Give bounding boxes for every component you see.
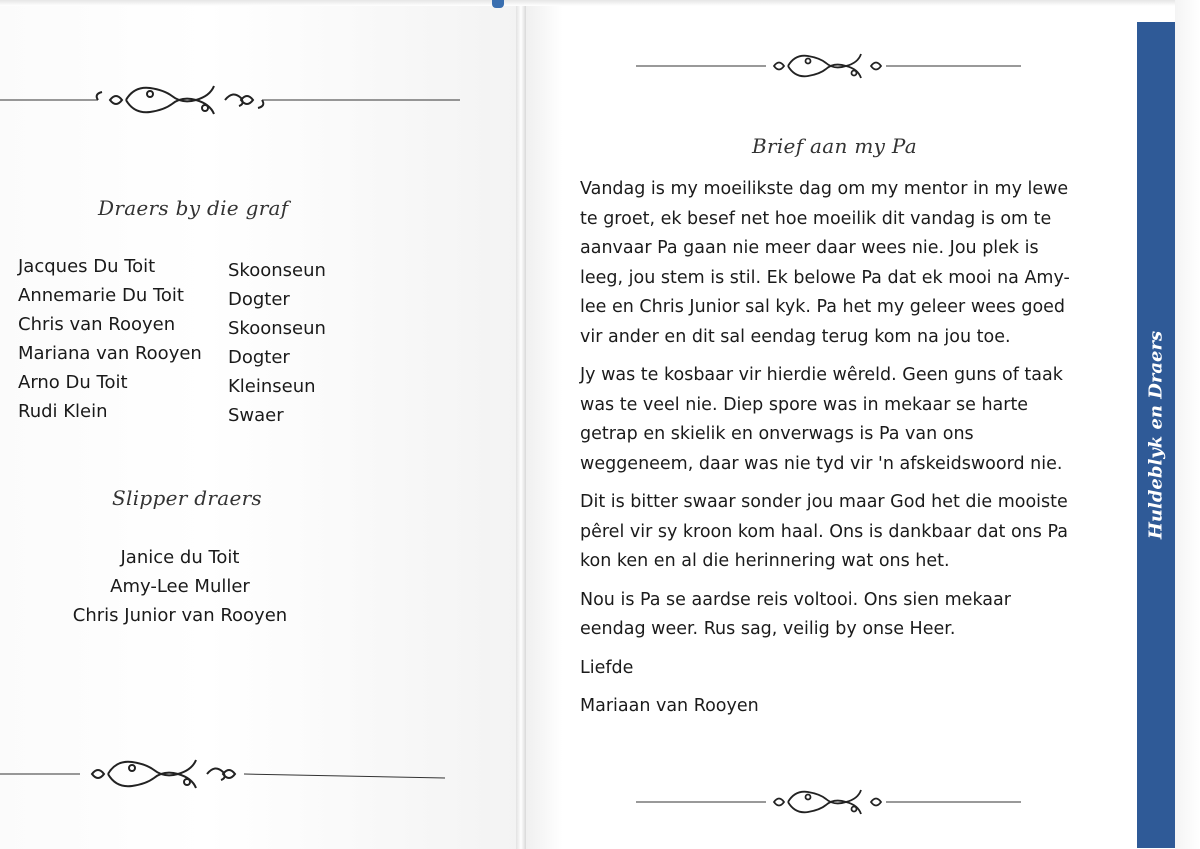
letter-paragraph: Nou is Pa se aardse reis voltooi. Ons sien mekaar eendag weer. Rus sag, veilig by onse Heer. [580,589,1011,639]
bearer-relation: Dogter [228,289,290,310]
bearer-row [18,339,348,368]
bearer-row [18,252,348,281]
bearer-name: Annemarie Du Toit [18,285,184,306]
bearer-name: Mariana van Rooyen [18,343,202,364]
bearer-name: Chris van Rooyen [18,314,176,335]
flourish-divider-bottom-right [636,782,1026,822]
letter-paragraph: Vandag is my moeilikste dag om my mentor in my lewe te groet, ek besef net hoe moeilik dit vandag is om te aanvaar Pa gaan nie meer daar wees nie. Jou plek is leeg, jou stem is stil. Ek belowe Pa dat ek mooi na Amy-lee en Chris Junior sal kyk. Pa het my geleer wees goed vir ander en dit sal eendag terug kom na jou toe. [580,179,1070,347]
slipper-bearer: Janice du Toit [120,547,240,568]
letter-body [580,175,1070,731]
bearer-row [18,397,348,426]
letter-closing: Liefde [580,657,634,678]
bearer-relation: Skoonseun [228,260,326,281]
bearer-name: Rudi Klein [18,401,108,422]
bearer-relation: Dogter [228,347,290,368]
flourish-divider-top-right [636,46,1026,86]
letter-title: Brief aan my Pa [752,134,917,158]
bearer-name: Arno Du Toit [18,372,128,393]
bearer-row [18,368,348,397]
page-top-edge [0,0,1200,6]
page-edge-strip [1175,0,1200,849]
letter-paragraph: Dit is bitter swaar sonder jou maar God het die mooiste pêrel vir sy kroon kom haal. Ons is dankbaar dat ons Pa kon ken en al die herinnering wat ons het. [580,492,1068,571]
letter-paragraph: Jy was te kosbaar vir hierdie wêreld. Geen guns of taak was te veel nie. Diep spore was in mekaar se harte getrap en skielik en onverwags is Pa van ons weggeneem, daar was nie tyd vir 'n afskeidswoord nie. [580,365,1063,474]
bearer-relation: Skoonseun [228,318,326,339]
bearer-row [18,310,348,339]
flourish-divider-bottom-left [0,752,450,796]
book-spine [516,0,526,849]
letter-signature: Mariaan van Rooyen [580,696,759,716]
flourish-divider-top-left [0,78,460,122]
bookmark-ribbon [492,0,504,8]
slipper-heading: Slipper draers [112,486,263,510]
slipper-bearer: Chris Junior van Rooyen [72,605,288,626]
bearers-heading: Draers by die graf [98,196,289,220]
bearer-relation: Kleinseun [228,376,316,397]
slipper-bearer: Amy-Lee Muller [110,576,250,597]
bearer-name: Jacques Du Toit [18,256,156,277]
slipper-bearers-list [30,543,330,630]
bearer-row [18,281,348,310]
section-sidebar-label: Huldeblyk en Draers [1145,330,1167,540]
bearer-relation: Swaer [228,405,284,426]
bearers-list [18,252,348,426]
